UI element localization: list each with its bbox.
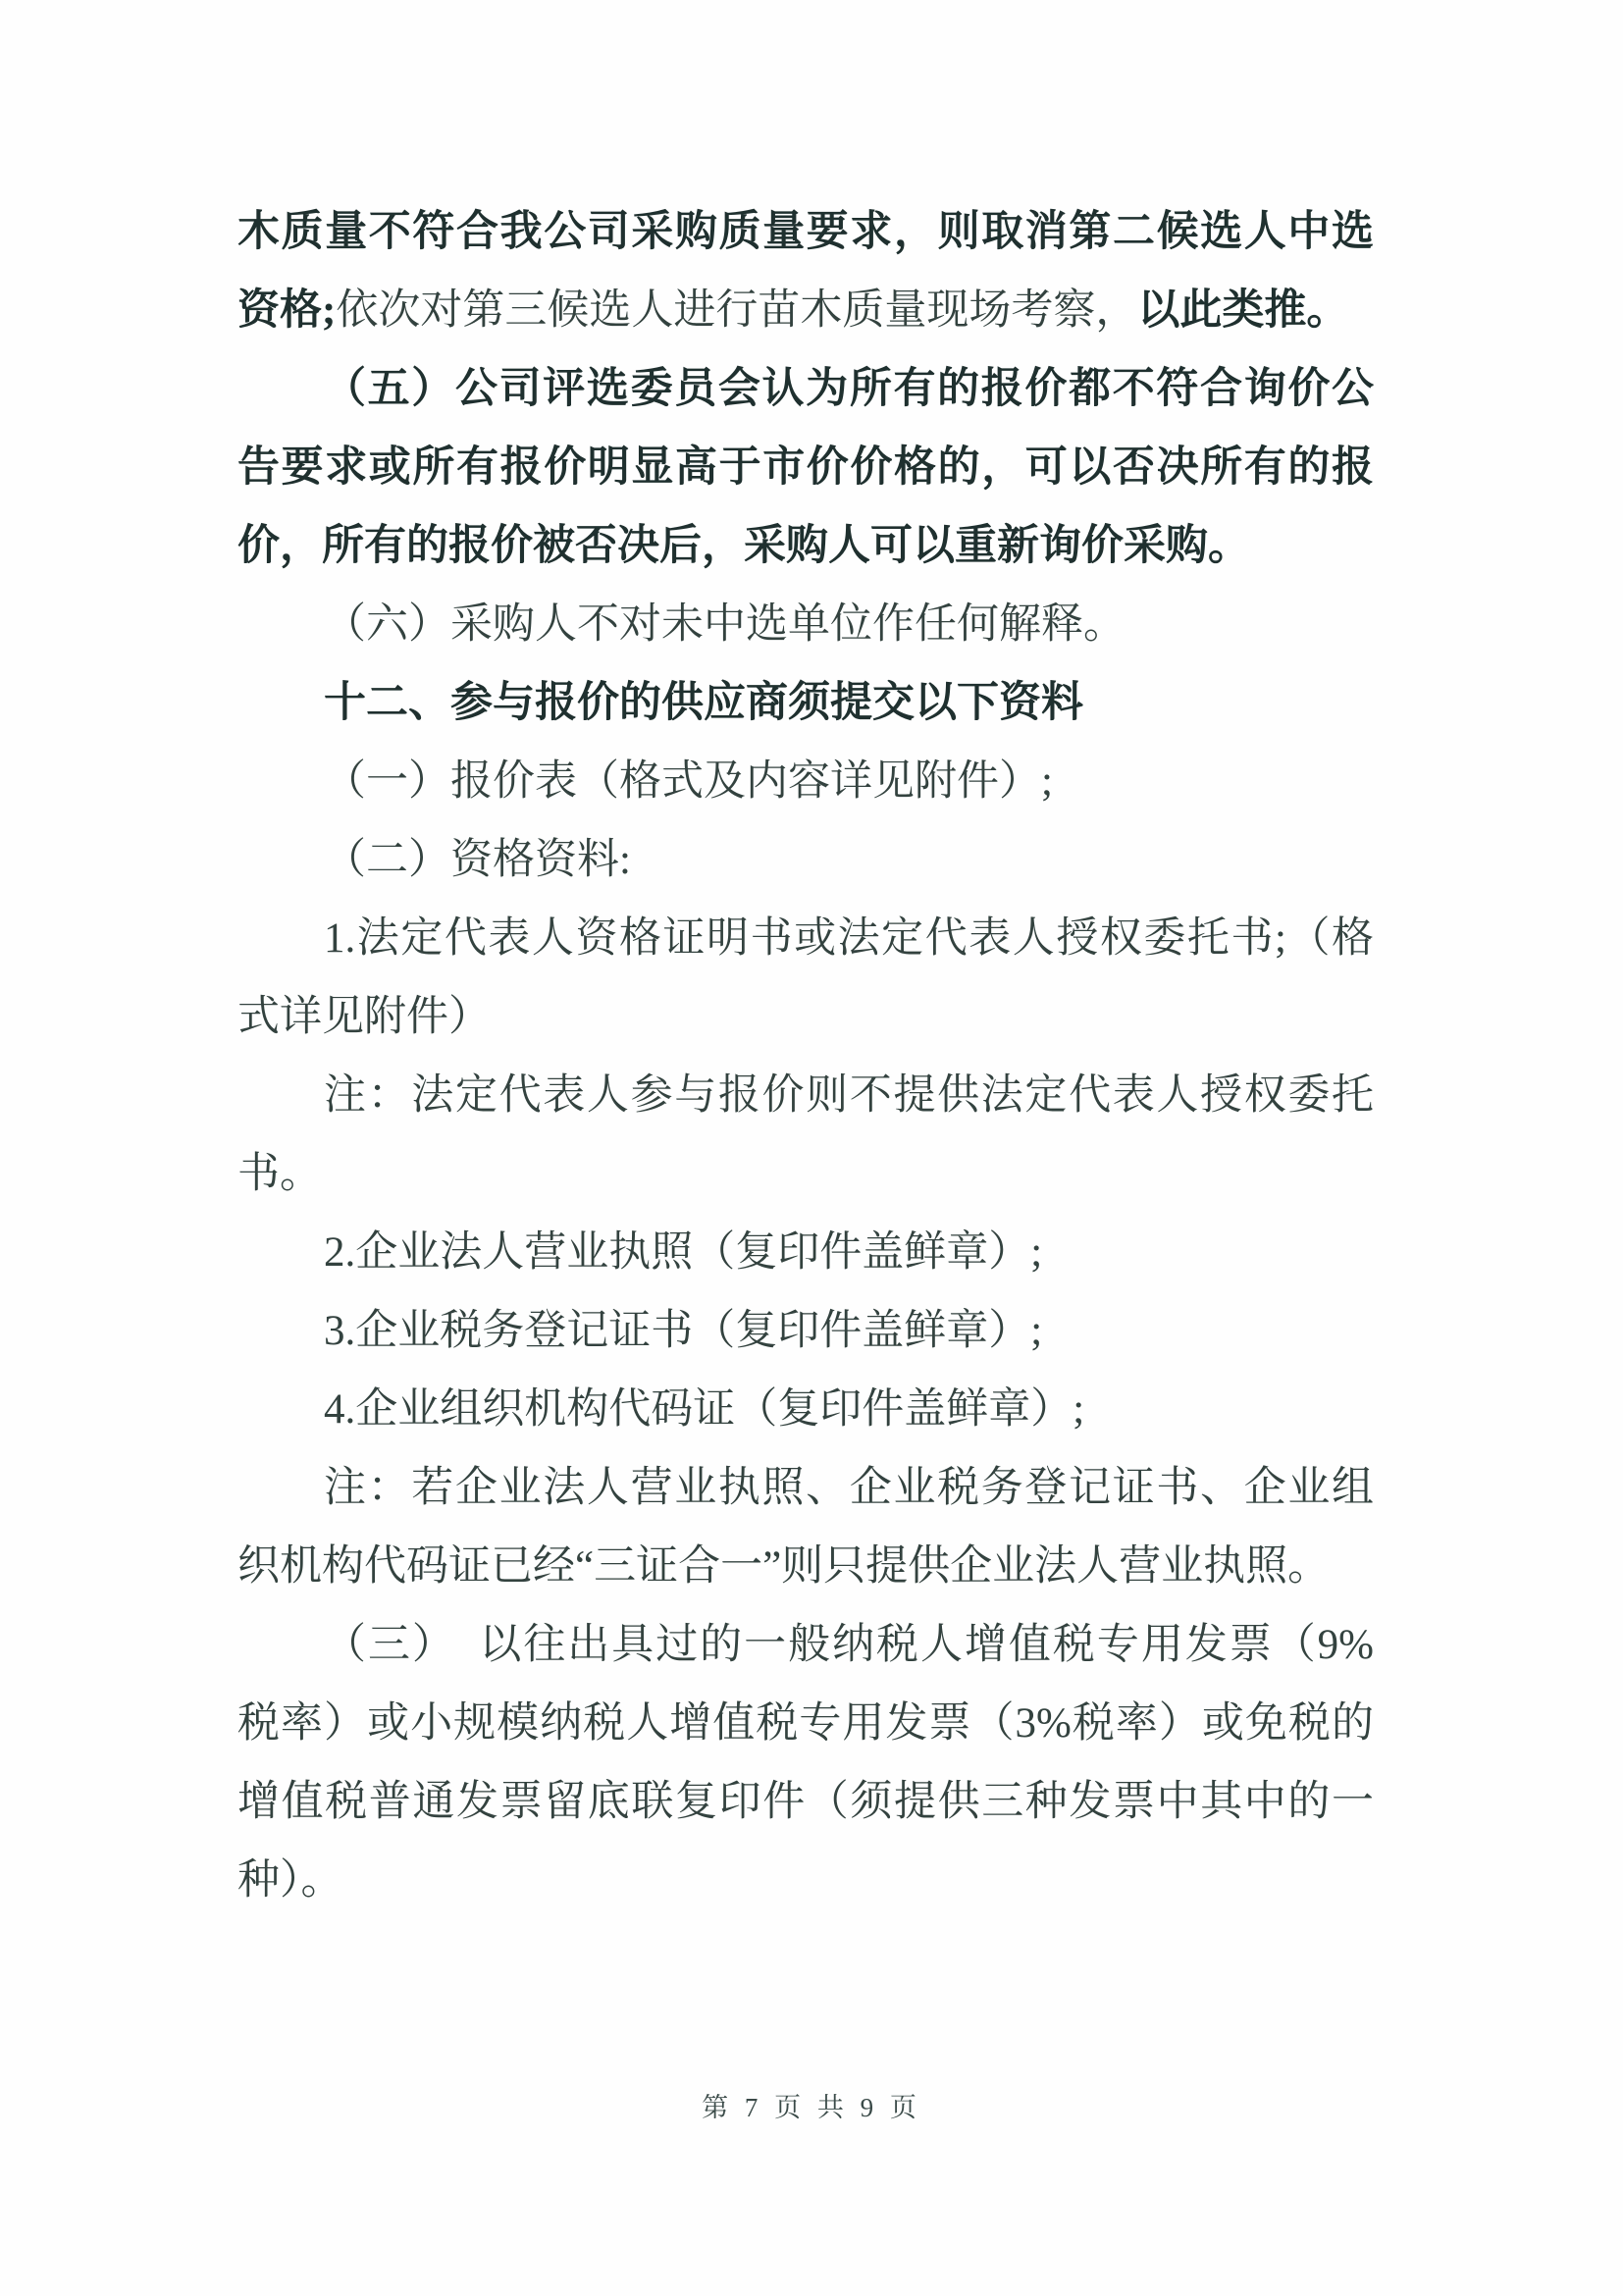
text-segment: 种）。 — [237, 1857, 343, 1904]
text-line — [237, 350, 1374, 429]
text-segment: （三） 以往出具过的一般纳税人增值税专用发票（9% — [324, 1622, 1374, 1668]
text-segment: 税率）或小规模纳税人增值税专用发票（3%税率）或免税的 — [237, 1700, 1374, 1747]
text-line — [237, 978, 1374, 1057]
text-line — [237, 1135, 1374, 1214]
text-line — [237, 1528, 1374, 1606]
text-segment: 告要求或所有报价明显高于市价价格的，可以否决所有的报 — [237, 444, 1374, 491]
text-segment: （六）采购人不对未中选单位作任何解释。 — [324, 601, 1126, 648]
text-segment: 1.法定代表人资格证明书或法定代表人授权委托书;（格 — [324, 915, 1374, 962]
text-line — [237, 821, 1374, 900]
text-line — [237, 1057, 1374, 1135]
text-segment: 式详见附件） — [237, 994, 491, 1040]
text-segment: 资格; — [237, 287, 337, 334]
text-segment: 2.企业法人营业执照（复印件盖鲜章）; — [324, 1229, 1043, 1276]
text-segment: 十二、参与报价的供应商须提交以下资料 — [324, 680, 1083, 726]
text-segment: （一）报价表（格式及内容详见附件）; — [324, 758, 1053, 805]
text-segment: 织机构代码证已经“三证合一”则只提供企业法人营业执照。 — [237, 1543, 1331, 1590]
text-segment: 注：法定代表人参与报价则不提供法定代表人授权委托 — [324, 1072, 1374, 1119]
text-segment: 以此类推。 — [1137, 287, 1349, 334]
text-segment: 书。 — [237, 1151, 322, 1197]
text-line — [237, 1371, 1374, 1449]
text-segment: （二）资格资料: — [324, 837, 631, 883]
text-line — [237, 1763, 1374, 1842]
text-segment: 依次对第三候选人进行苗木质量现场考察， — [336, 287, 1138, 334]
page-number-label: 第 7 页 共 9 页 — [702, 2093, 921, 2122]
text-line — [237, 586, 1374, 664]
text-line — [237, 429, 1374, 507]
text-line — [237, 1292, 1374, 1371]
text-line — [237, 1685, 1374, 1763]
text-line — [237, 1606, 1374, 1685]
text-line — [237, 272, 1374, 350]
text-segment: 木质量不符合我公司采购质量要求，则取消第二候选人中选 — [237, 209, 1374, 255]
text-line — [237, 507, 1374, 586]
text-segment: 3.企业税务登记证书（复印件盖鲜章）; — [324, 1308, 1043, 1354]
text-segment: 4.企业组织机构代码证（复印件盖鲜章）; — [324, 1386, 1085, 1433]
text-segment: 价，所有的报价被否决后，采购人可以重新询价采购。 — [237, 523, 1250, 569]
page-footer — [0, 2086, 1623, 2124]
text-line — [237, 743, 1374, 821]
text-line — [237, 193, 1374, 272]
text-segment: （五）公司评选委员会认为所有的报价都不符合询价公 — [324, 366, 1374, 412]
text-line — [237, 1214, 1374, 1292]
text-line — [237, 1449, 1374, 1528]
text-segment: 注：若企业法人营业执照、企业税务登记证书、企业组 — [324, 1465, 1374, 1511]
text-segment: 增值税普通发票留底联复印件（须提供三种发票中其中的一 — [237, 1779, 1374, 1825]
text-line — [237, 900, 1374, 978]
text-line — [237, 664, 1374, 743]
text-line — [237, 1842, 1374, 1920]
document-body — [237, 193, 1374, 1920]
